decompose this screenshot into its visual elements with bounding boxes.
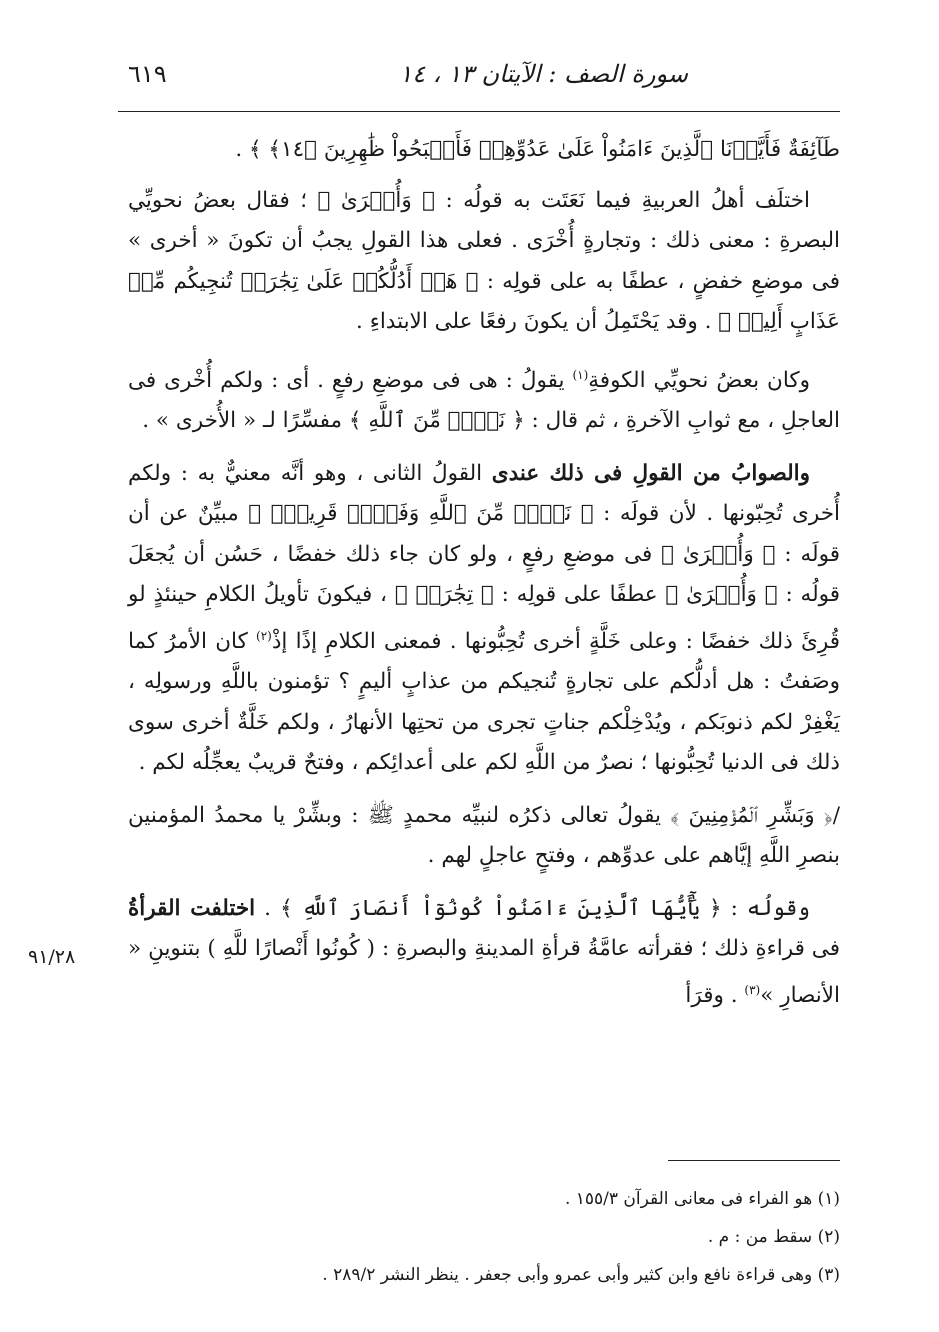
page-number: ٦١٩ — [128, 60, 167, 88]
paragraph-5-text-a: وقولُه : ﴿ يَٰٓأَيُّهَا ٱلَّذِينَ ءَامَنُواْ كُونُوٓاْ أَنصَارَ ٱللَّهِ ﴾ . — [255, 895, 810, 921]
footnote-ref-2: (٢) — [256, 628, 272, 643]
paragraph-5 — [128, 889, 840, 1017]
margin-reference: ٩١/٢٨ — [28, 946, 76, 968]
verse-continuation: طَآئِفَةٌ فَأَيَّدۡنَا ٱلَّذِينَ ءَامَنُواْ عَلَىٰ عَدُوِّهِمۡ فَأَصۡبَحُواْ ظَٰهِرِينَ ﴿١٤﴾ ﴾ . — [235, 137, 840, 162]
footnote-ref-1: (١) — [572, 367, 589, 382]
footnote-3: (٣) وهى قراءة نافع وابن كثير وأبى عمرو وأبى جعفر . ينظر النشر ٢٨٩/٢ . — [322, 1265, 840, 1285]
footnotes — [128, 1180, 840, 1294]
paragraph-3 — [128, 454, 840, 784]
paragraph-5-text-b: فى قراءةِ ذلك ؛ فقرأته عامَّةُ قرأةِ المدينةِ والبصرةِ : ( كُونُوا أَنْصارًا للَّهِ ) بتنوينِ « الأنصارِ » — [128, 936, 840, 1008]
footnote-divider — [668, 1160, 840, 1161]
running-header — [118, 58, 838, 98]
paragraph-1: اختلَف أهلُ العربيةِ فيما نَعَتَت به قولُه : ﴿ وَأُخۡرَىٰ ﴾ ؛ فقال بعضُ نحويِّي البصرةِ : معنى ذلك : وتجارةٍ أُخْرَى . فعلى هذا القولِ يجبُ أن تكونَ « أخرى » فى موضعِ خفضٍ ، عطفًا به على قولِه : ﴿ هَلۡ أَدُلُّكُمۡ عَلَىٰ تِجَٰرَةٖ تُنجِيكُم مِّنۡ عَذَابٍ أَلِيمٖ ﴾ . وقد يَحْتَمِلُ أن يكونَ رفعًا على الابتداءِ . — [128, 187, 840, 334]
paragraph-2 — [128, 355, 840, 442]
paragraph-3-bold-lead: والصوابُ من القولِ فى ذلك عندى — [491, 460, 810, 486]
header-title: سورة الصف : الآيتان ١٣ ، ١٤ — [399, 60, 688, 88]
header-divider — [118, 111, 840, 112]
paragraph-3-text-b: كان الأمرُ كما وصَفتُ : هل أدلُّكم على تجارةٍ تُنجيكم من عذابٍ أليمٍ ؟ تؤمنون باللَّهِ ورسولِه ، يَغْفِرْ لكم ذنوبَكم ، ويُدْخِلْكم جناتٍ تجرى من تحتِها الأنهارُ ، ولكم خَلَّةٌ أخرى سوى ذلك فى الدنيا تُحِبُّونها ؛ نصرٌ من اللَّهِ لكم على أعدائِكم ، وفتحٌ قريبٌ يعجِّلُه لكم . — [128, 628, 840, 776]
footnote-ref-3: (٣) — [744, 982, 761, 997]
main-text — [128, 130, 840, 1028]
paragraph-5-text-c: . وقرَأ — [685, 982, 745, 1008]
footnote-1: (١) هو الفراء فى معانى القرآن ١٥٥/٣ . — [564, 1189, 840, 1209]
paragraph-2-text-b: يقولُ : هى فى موضعِ رفعٍ . أى : ولكم أُخْرى فى العاجلِ ، مع ثوابِ الآخرةِ ، ثم قال : ﴿ نَصۡرٞ مِّنَ ٱللَّهِ ﴾ مفسِّرًا لـ « الأُخرى » . — [128, 367, 840, 434]
paragraph-2-text-a: وكان بعضُ نحويِّي الكوفةِ — [588, 367, 810, 393]
paragraph-3-text-a: القولُ الثانى ، وهو أنَّه معنيٌّ به : ولكم أُخرى تُحِبّونها . لأن قولَه : ﴿ نَصۡرٞ مِّنَ ٱللَّهِ وَفَتۡحٞ قَرِيبٞۗ ﴾ مبيِّنٌ عن أن قولَه : ﴿ وَأُخۡرَىٰ ﴾ فى موضعِ رفعٍ ، ولو كان جاء ذلك خفضًا ، حَسُن أن يُجعَلَ قولُه : ﴿ وَأُخۡرَىٰ ﴾ عطفًا على قولِه : ﴿ تِجَٰرَةٖ ﴾ ، فيكونَ تأويلُ الكلامِ حينئذٍ لو قُرِئَ ذلك خفضًا : وعلى خَلَّةٍ أخرى تُحِبُّونها . فمعنى الكلامِ إذًا إذْ — [128, 460, 840, 654]
footnote-2: (٢) سقط من : م . — [707, 1227, 840, 1247]
paragraph-4: /﴿ وَبَشِّرِ ٱلۡمُؤۡمِنِينَ ﴾ يقولُ تعالى ذكرُه لنبيِّه محمدٍ ﷺ : وبشِّرْ يا محمدُ المؤمنين بنصرِ اللَّهِ إيَّاهم على عدوِّهم ، وفتحٍ عاجلٍ لهم . — [128, 802, 840, 869]
paragraph-5-bold: اختلفت القرأةُ — [128, 895, 256, 921]
